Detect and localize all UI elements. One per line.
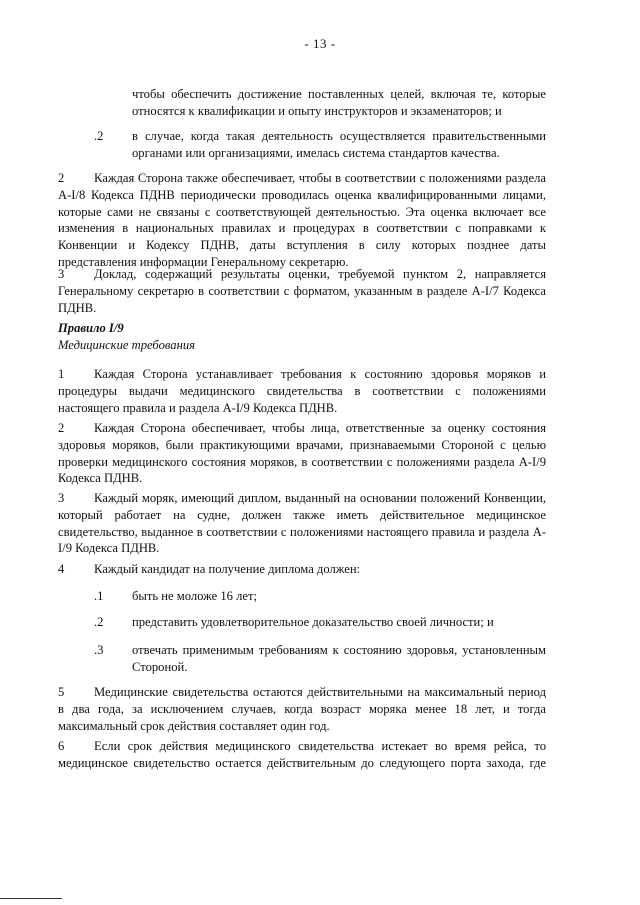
paragraph-number: 2: [58, 171, 65, 185]
paragraph-text: Каждая Сторона обеспечивает, чтобы лица, ответственные за оценку состояния здоровья моряков, были практикующими врачами, признаваемыми Стороной с целью проверки медицинского состояния моряков, в соответствии с положениями раздела A-I/9 Кодекса ПДНВ.: [58, 421, 546, 486]
rule-paragraph-1: [58, 366, 546, 416]
paragraph-text: Каждый моряк, имеющий диплом, выданный на основании положений Конвенции, который работает на судне, должен также иметь действительное медицинское свидетельство, выданное в соответствии с положениями настоящего правила и раздела A-I/9 Кодекса ПДНВ.: [58, 491, 546, 556]
list-item-text: быть не моложе 16 лет;: [132, 589, 258, 603]
rule-paragraph-6: [58, 738, 546, 772]
paragraph-number: 3: [58, 491, 65, 505]
paragraph-text: Каждый кандидат на получение диплома должен:: [94, 562, 361, 576]
item-number: .2: [94, 129, 104, 143]
rule-paragraph-4: [58, 561, 546, 578]
rule-paragraph-5: [58, 684, 546, 734]
page-number: - 13 -: [304, 36, 336, 51]
rule-heading: [58, 320, 195, 354]
list-item-number: .2: [94, 615, 104, 629]
footnote-separator: [0, 898, 62, 899]
paragraph-3: [58, 266, 546, 316]
paragraph-number: 2: [58, 421, 65, 435]
rule-title: Правило I/9: [58, 321, 124, 335]
paragraph-text: Если срок действия медицинского свидетельства истекает во время рейса, то медицинское свидетельство остается действительным до следующего порта захода, где: [58, 739, 546, 770]
paragraph-number: 4: [58, 562, 65, 576]
paragraph-text: Доклад, содержащий результаты оценки, требуемой пунктом 2, направляется Генеральному секретарю в соответствии с форматом, указанным в разделе A-I/7 Кодекса ПДНВ.: [58, 267, 546, 315]
continued-text: чтобы обеспечить достижение поставленных целей, включая те, которые относятся к квалификации и опыту инструкторов и экзаменаторов; и: [132, 87, 546, 118]
paragraph-number: 6: [58, 739, 65, 753]
paragraph-2: [58, 170, 546, 271]
paragraph-text: Медицинские свидетельства остаются действительными на максимальный период в два года, за исключением случаев, когда возраст моряка менее 18 лет, и тогда максимальный срок действия составляет один год.: [58, 685, 546, 733]
paragraph-number: 3: [58, 267, 65, 281]
paragraph-number: 1: [58, 367, 65, 381]
paragraph-number: 5: [58, 685, 65, 699]
paragraph-text: Каждая Сторона устанавливает требования к состоянию здоровья моряков и процедуры выдачи медицинского свидетельства в соответствии с положениями настоящего правила и раздела A-I/9 Кодекса ПДНВ.: [58, 367, 546, 415]
paragraph-text: Каждая Сторона также обеспечивает, чтобы в соответствии с положениями раздела A-I/8 Кодекса ПДНВ периодически проводилась оценка квалифицированными лицами, которые сами не связаны с соответствующей деятельностью. Эта оценка включает все изменения в национальных правилах и процедурах в соответствии с поправками к Конвенции и Кодексу ПДНВ, даты вступления в силу которых позднее даты представления информации Генеральному секретарю.: [58, 171, 546, 269]
list-item-number: .3: [94, 643, 104, 657]
rule-paragraph-2: [58, 420, 546, 487]
rule-paragraph-3: [58, 490, 546, 557]
list-item-text: представить удовлетворительное доказательство своей личности; и: [132, 615, 494, 629]
list-item-text: отвечать применимым требованиям к состоянию здоровья, установленным Стороной.: [132, 643, 546, 674]
rule-subtitle: Медицинские требования: [58, 337, 195, 352]
list-item-number: .1: [94, 589, 104, 603]
item-text: в случае, когда такая деятельность осуществляется правительственными органами или организациями, имелась система стандартов качества.: [132, 129, 546, 160]
